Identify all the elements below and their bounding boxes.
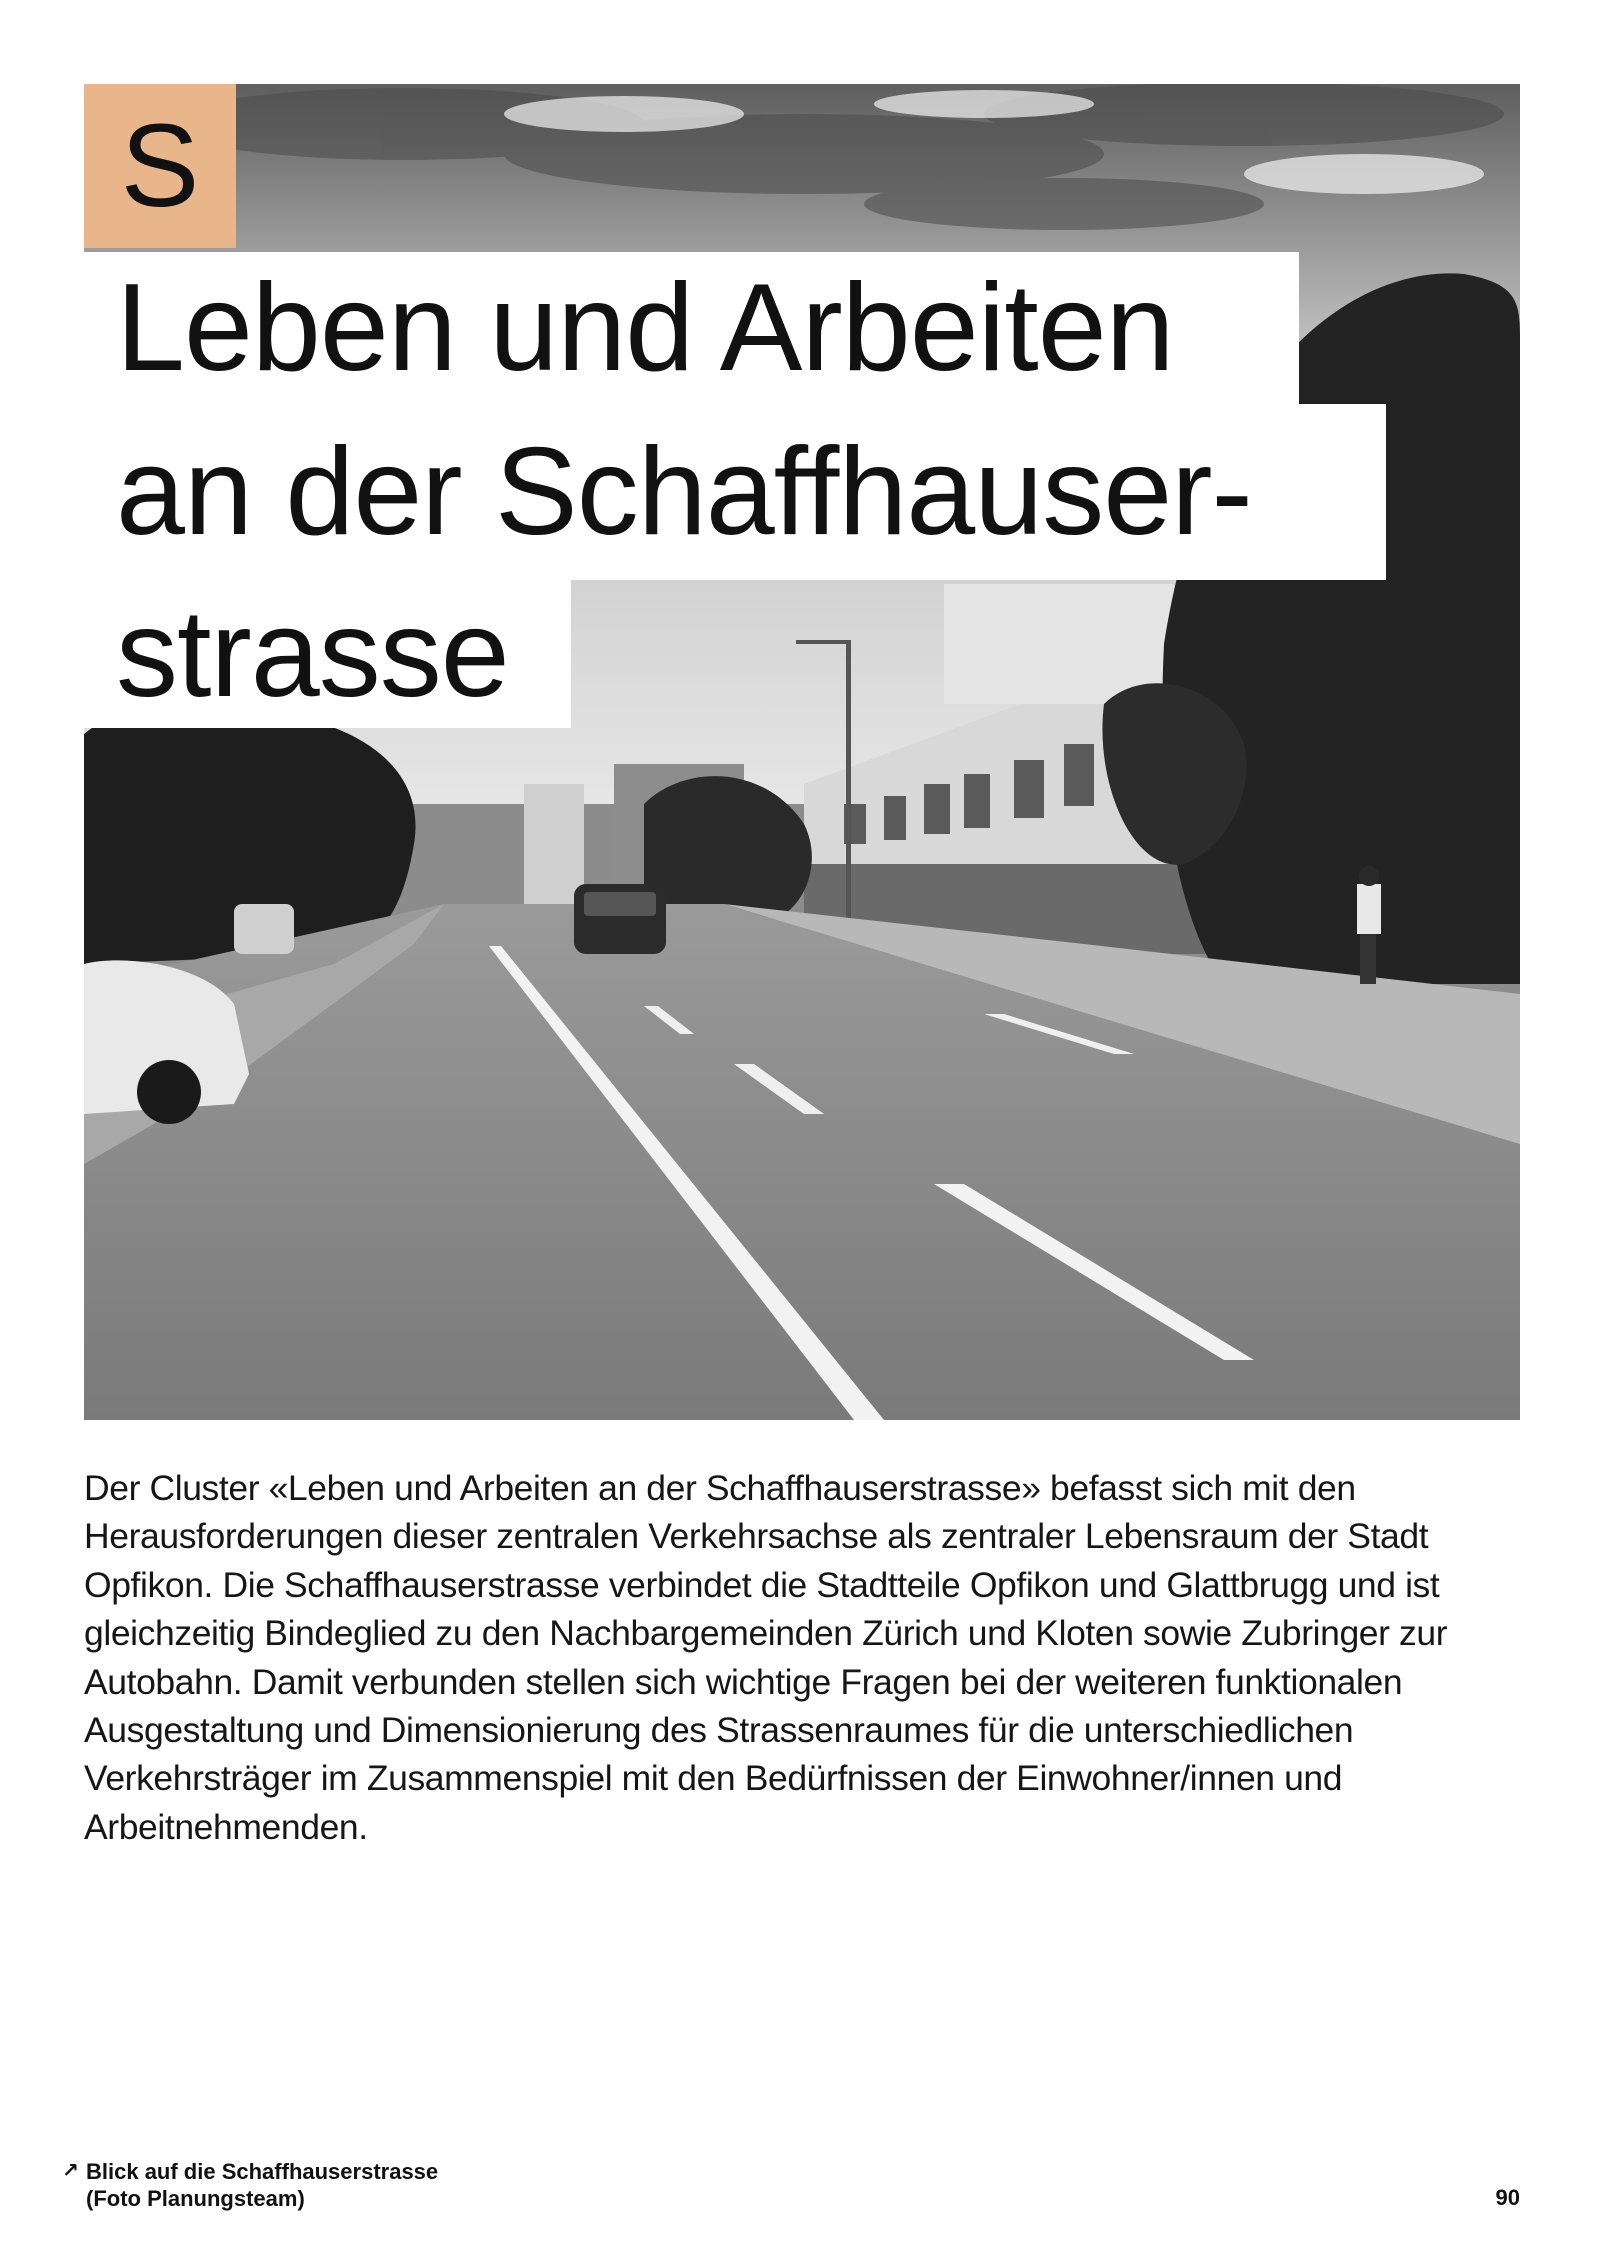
arrow-up-right-icon: ↗ xyxy=(62,2160,79,2182)
page-title-line-1: Leben und Arbeiten xyxy=(84,252,1299,404)
page-title-line-3: strasse xyxy=(84,580,571,728)
cluster-badge: S xyxy=(84,84,236,248)
photo-caption xyxy=(62,2158,438,2212)
page-title-line-2: an der Schaffhauser- xyxy=(84,404,1386,580)
body-paragraph: Der Cluster «Leben und Arbeiten an der Schaffhauserstrasse» befasst sich mit den Herausforderungen dieser zentralen Verkehrsachse als zentraler Lebensraum der Stadt Opfikon. Die Schaffhauserstrasse verbindet die Stadtteile Opfikon und Glattbrugg und ist gleichzeitig Bindeglied zu den Nachbargemeinden Zürich und Kloten sowie Zubringer zur Autobahn. Damit verbunden stellen sich wichtige Fragen bei der weiteren funktionalen Ausgestaltung und Dimensionierung des Strassenraumes für die unterschiedlichen Verkehrsträger im Zusammenspiel mit den Bedürfnissen der Einwohner/innen und Arbeitnehmenden. xyxy=(84,1468,1448,1847)
caption-line-2: (Foto Planungsteam) xyxy=(86,2186,305,2211)
caption-line-1: Blick auf die Schaffhauserstrasse xyxy=(86,2159,439,2184)
page-number: 90 xyxy=(1495,2185,1520,2210)
